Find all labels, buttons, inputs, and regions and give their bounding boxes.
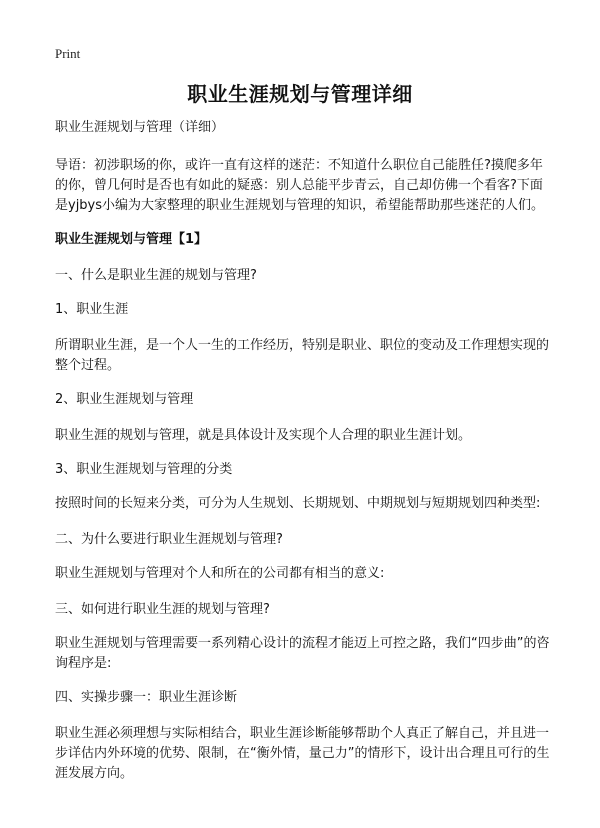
subtitle-paragraph: 职业生涯规划与管理（详细） xyxy=(55,120,225,135)
print-link[interactable]: Print xyxy=(55,46,81,61)
subheading-career: 1、职业生涯 xyxy=(55,302,129,317)
document-body xyxy=(55,118,550,784)
section-heading: 职业生涯规划与管理【1】 xyxy=(55,232,208,247)
question-heading-2: 二、为什么要进行职业生涯规划与管理? xyxy=(55,532,283,547)
question-heading-3: 三、如何进行职业生涯的规划与管理? xyxy=(55,602,270,617)
subheading-planning: 2、职业生涯规划与管理 xyxy=(55,392,194,407)
career-definition-paragraph: 所谓职业生涯，是一个人一生的工作经历，特别是职业、职位的变动及工作理想实现的整个过程。 xyxy=(55,338,550,373)
diagnosis-paragraph: 职业生涯必须理想与实际相结合，职业生涯诊断能够帮助个人真正了解自己，并且进一步详估内外环境的优势、限制，在“衡外情，量己力”的情形下，设计出合理且可行的生涯发展方向。 xyxy=(55,726,550,781)
significance-paragraph: 职业生涯规划与管理对个人和所在的公司都有相当的意义: xyxy=(55,566,385,581)
intro-paragraph: 导语：初涉职场的你，或许一直有这样的迷茫：不知道什么职位自己能胜任?摸爬多年的你，曾几何时是否也有如此的疑惑：别人总能平步青云，自己却仿佛一个看客?下面是yjbys小编为大家整理的职业生涯规划与管理的知识，希望能帮助那些迷茫的人们。 xyxy=(55,158,545,213)
step-one-heading: 四、实操步骤一：职业生涯诊断 xyxy=(55,690,238,705)
planning-definition-paragraph: 职业生涯的规划与管理，就是具体设计及实现个人合理的职业生涯计划。 xyxy=(55,428,472,443)
subheading-classification: 3、职业生涯规划与管理的分类 xyxy=(55,462,233,477)
question-heading-1: 一、什么是职业生涯的规划与管理? xyxy=(55,268,257,283)
page-title: 职业生涯规划与管理详细 xyxy=(187,82,413,106)
classification-paragraph: 按照时间的长短来分类，可分为人生规划、长期规划、中期规划与短期规划四种类型: xyxy=(55,496,541,511)
process-paragraph: 职业生涯规划与管理需要一系列精心设计的流程才能迈上可控之路，我们“四步曲”的咨询程序是: xyxy=(55,636,550,671)
